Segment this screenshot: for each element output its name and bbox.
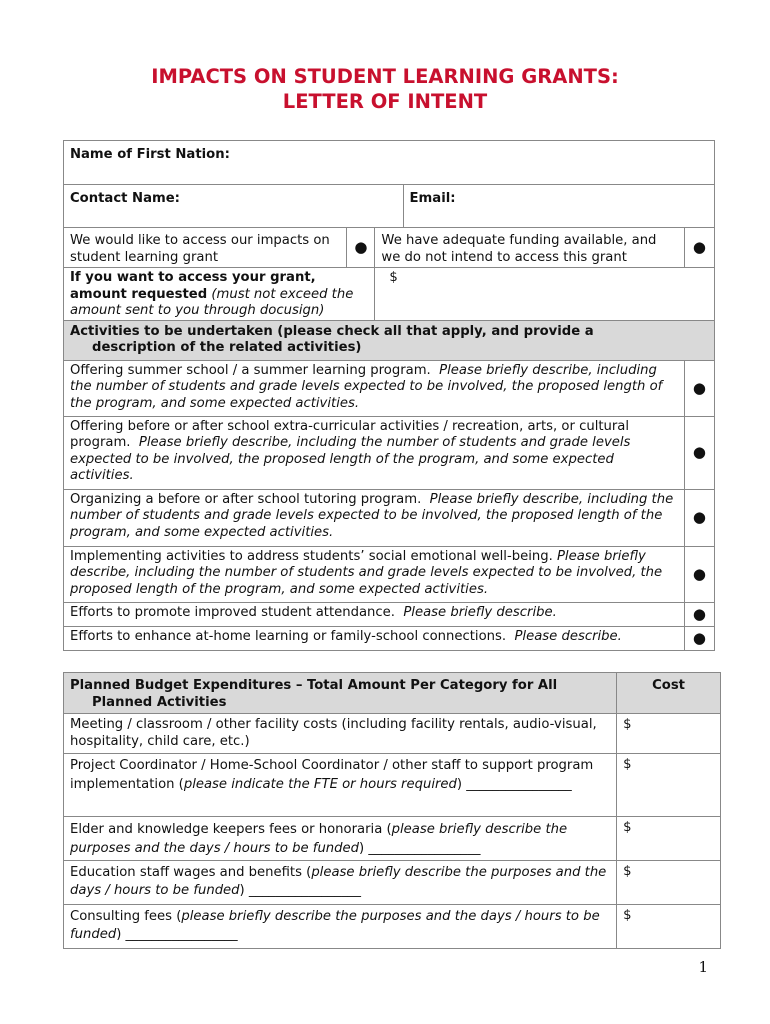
budget-row-instruction: please briefly describe the purposes and the days / hours to be funded — [70, 909, 600, 942]
budget-row — [64, 905, 617, 949]
activity-text: Implementing activities to address students’ social emotional well-being. — [70, 548, 553, 564]
activity-item — [64, 626, 685, 650]
page-number: 1 — [698, 958, 708, 976]
title-line-1: IMPACTS ON STUDENT LEARNING GRANTS: — [151, 65, 619, 88]
option-access-text: We would like to access our impacts on student learning grant — [70, 233, 330, 265]
budget-header-line-2: Planned Activities — [92, 694, 227, 710]
budget-cost-field[interactable] — [617, 861, 721, 905]
contact-name-label: Contact Name: — [70, 191, 180, 206]
currency-symbol: $ — [389, 270, 398, 285]
budget-row — [64, 754, 617, 817]
activity-text: Offering summer school / a summer learning program. — [70, 362, 431, 378]
activity-checkbox[interactable] — [684, 602, 714, 626]
email-field[interactable] — [403, 185, 714, 228]
activities-header — [64, 320, 715, 360]
activity-instruction: Please briefly describe, including the number of students and grade levels expected to be involved, the proposed length of the program, and some expected activities. — [70, 491, 674, 540]
activity-item — [64, 546, 685, 602]
budget-row-blank: ) _________________ — [239, 883, 361, 898]
document-title — [0, 64, 770, 114]
contact-name-field[interactable] — [64, 185, 404, 228]
cost-header — [617, 673, 721, 714]
bullet-icon: ● — [692, 604, 706, 623]
activity-text: Organizing a before or after school tutoring program. — [70, 491, 422, 507]
activity-text: Efforts to enhance at-home learning or family-school connections. — [70, 628, 507, 644]
activity-checkbox[interactable] — [684, 626, 714, 650]
budget-row-text: Project Coordinator / Home-School Coordinator / other staff to support program implementation ( — [70, 758, 594, 792]
letter-of-intent-table — [63, 140, 715, 651]
activity-instruction: Please briefly describe, including the number of students and grade levels expected to be involved, the proposed length of the program, and some expected activities. — [70, 435, 631, 483]
budget-cost-field[interactable] — [617, 817, 721, 861]
first-nation-field[interactable] — [64, 141, 715, 185]
amount-label-italic: (must not exceed the amount sent to you through docusign) — [70, 286, 354, 318]
activity-checkbox[interactable] — [684, 489, 714, 546]
budget-row-text: Meeting / classroom / other facility costs (including facility rentals, audio-visual, hospitality, child care, etc.) — [70, 717, 597, 749]
budget-table — [63, 672, 721, 949]
bullet-icon: ● — [692, 564, 706, 583]
activity-instruction: Please briefly describe, including the number of students and grade levels expected to be involved, the proposed length of the program, and some expected activities. — [70, 548, 663, 597]
currency-symbol: $ — [623, 717, 632, 732]
cost-header-label: Cost — [652, 678, 685, 693]
budget-cost-field[interactable] — [617, 714, 721, 754]
activity-text: Efforts to promote improved student attendance. — [70, 604, 395, 620]
first-nation-label: Name of First Nation: — [70, 147, 230, 162]
activity-checkbox[interactable] — [684, 416, 714, 489]
currency-symbol: $ — [623, 864, 632, 879]
budget-header — [64, 673, 617, 714]
activity-instruction: Please describe. — [514, 628, 622, 644]
bullet-icon: ● — [692, 238, 706, 257]
budget-row-instruction: please briefly describe the purposes and the days / hours to be funded — [70, 822, 568, 856]
option-access-checkbox[interactable] — [347, 228, 375, 268]
activities-header-line-1: Activities to be undertaken (please check all that apply, and provide a — [70, 323, 594, 339]
activity-instruction: Please briefly describe, including the number of students and grade levels expected to be involved, the proposed length of the program, and some expected activities. — [70, 362, 663, 411]
option-no-access-text: We have adequate funding available, and we do not intend to access this grant — [381, 233, 657, 265]
amount-requested-field[interactable] — [375, 268, 715, 321]
bullet-icon: ● — [692, 628, 706, 647]
budget-row-text: Elder and knowledge keepers fees or honoraria ( — [70, 822, 392, 837]
budget-row — [64, 861, 617, 905]
budget-row — [64, 714, 617, 754]
budget-cost-field[interactable] — [617, 905, 721, 949]
activity-instruction: Please briefly describe. — [403, 604, 557, 620]
budget-row-instruction: please briefly describe the purposes and the days / hours to be funded — [70, 865, 607, 898]
option-access-grant — [64, 228, 347, 268]
email-label: Email: — [409, 191, 456, 206]
budget-row-text: Education staff wages and benefits ( — [70, 865, 312, 880]
budget-cost-field[interactable] — [617, 754, 721, 817]
budget-header-line-1: Planned Budget Expenditures – Total Amount Per Category for All — [70, 678, 558, 693]
bullet-icon: ● — [692, 443, 706, 462]
currency-symbol: $ — [623, 908, 632, 923]
option-no-access-checkbox[interactable] — [684, 228, 714, 268]
budget-row-text: Consulting fees ( — [70, 909, 182, 924]
budget-row-blank: ) _________________ — [359, 841, 481, 856]
activity-item — [64, 360, 685, 416]
activity-item — [64, 416, 685, 489]
title-line-2: LETTER OF INTENT — [282, 90, 488, 113]
bullet-icon: ● — [354, 238, 368, 257]
activity-checkbox[interactable] — [684, 360, 714, 416]
amount-label-bold: If you want to access your grant, amount requested — [70, 270, 316, 302]
activities-header-line-2: description of the related activities) — [92, 340, 362, 355]
option-no-access — [375, 228, 684, 268]
currency-symbol: $ — [623, 820, 632, 835]
budget-row-instruction: please indicate the FTE or hours required — [183, 776, 457, 792]
budget-row — [64, 817, 617, 861]
activity-checkbox[interactable] — [684, 546, 714, 602]
budget-row-blank: ) _________________ — [116, 927, 238, 942]
activity-item — [64, 602, 685, 626]
amount-requested-label — [64, 268, 375, 321]
currency-symbol: $ — [623, 757, 632, 772]
activity-text: Offering before or after school extra-curricular activities / recreation, arts, or cultural program. — [70, 418, 630, 450]
bullet-icon: ● — [692, 378, 706, 397]
budget-row-blank: ) ________________ — [456, 776, 572, 792]
bullet-icon: ● — [692, 508, 706, 527]
activity-item — [64, 489, 685, 546]
